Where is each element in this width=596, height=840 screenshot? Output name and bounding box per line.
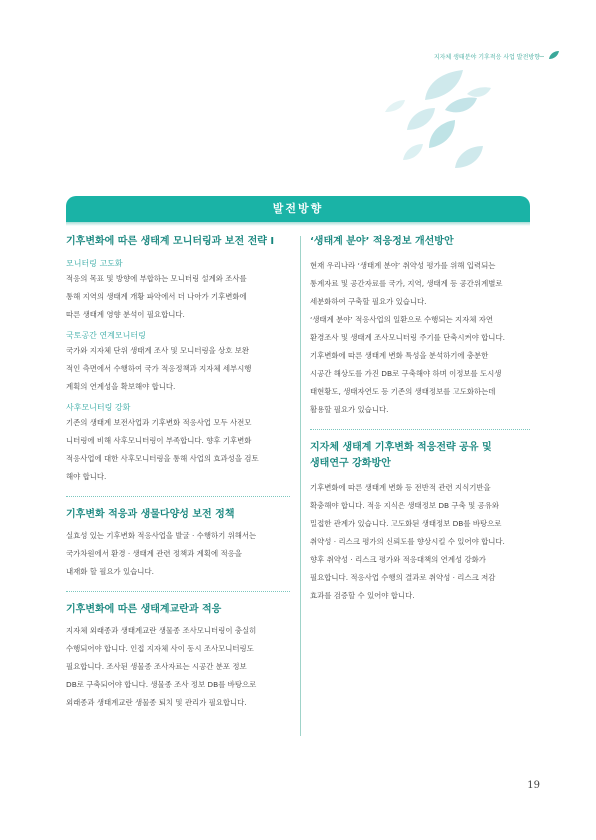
text-line: 기후변화에 따른 생태계 변화 등 전반적 관련 지식기반을: [310, 483, 491, 492]
paragraph-adaptation-info: [310, 257, 530, 419]
text-line: 기존의 생태계 보전사업과 기후변화 적응사업 모두 사전모: [66, 418, 252, 427]
text-line: 효과를 검증할 수 있어야 합니다.: [310, 591, 415, 600]
text-line: 실효성 있는 기후변화 적응사업을 발굴 · 수행하기 위해서는: [66, 531, 257, 540]
subtitle-post-monitoring: 사후모니터링 강화: [66, 403, 131, 412]
section-title-biodiversity: 기후변화 적응과 생물다양성 보전 정책: [66, 509, 235, 520]
section-title-disturbance: 기후변화에 따른 생태계교란과 적응: [66, 604, 222, 615]
text-line: 시공간 해상도를 가진 DB로 구축해야 하며 이정보를 도시생: [310, 369, 502, 378]
text-line: 니터링에 비해 사후모니터링이 부족합니다. 향후 기후변화: [66, 436, 252, 445]
text-line: ‘생태계 분야’ 적응사업의 일환으로 수행되는 지자체 자연: [310, 315, 494, 324]
subtitle-monitoring-advancement: 모니터링 고도화: [66, 259, 123, 268]
banner-shadow: [66, 222, 530, 226]
left-column: [66, 234, 290, 712]
text-line: 밀접한 관계가 있습니다. 고도화된 생태정보 DB를 바탕으로: [310, 519, 502, 528]
text-line: 내재화 할 필요가 있습니다.: [66, 567, 154, 576]
page-number: 19: [527, 780, 540, 791]
text-line: 따른 생태계 영향 분석이 필요합니다.: [66, 310, 185, 319]
text-line: 취약성 · 리스크 평가의 신뢰도를 향상시킬 수 있어야 합니다.: [310, 537, 505, 546]
section-title-adaptation-info: ‘생태계 분야’ 적응정보 개선방안: [310, 236, 454, 247]
text-line: 세분화하여 구축할 필요가 있습니다.: [310, 297, 427, 306]
text-line: 향후 취약성 · 리스크 평가와 적응대책의 연계성 강화가: [310, 555, 486, 564]
text-line: 지자체 외래종과 생태계교란 생물종 조사모니터링이 충실히: [66, 626, 257, 635]
paragraph-national-spatial-monitoring: [66, 342, 290, 396]
text-line: 해야 합니다.: [66, 472, 107, 481]
text-line: 수행되어야 합니다. 인접 지자체 사이 동시 조사모니터링도: [66, 644, 254, 653]
text-line: 현재 우리나라 ‘생태계 분야’ 취약성 평가를 위해 입력되는: [310, 261, 496, 270]
paragraph-strategy-sharing: [310, 479, 530, 605]
text-line: 통계자료 및 공간자료를 국가, 지역, 생태계 등 공간위계별로: [310, 279, 503, 288]
text-line: 적응사업에 대한 사후모니터링을 통해 사업의 효과성을 검토: [66, 454, 259, 463]
paragraph-biodiversity: [66, 527, 290, 581]
text-line: 활용할 필요가 있습니다.: [310, 405, 389, 414]
text-line: 국가와 지자체 단위 생태계 조사 및 모니터링을 상호 보완: [66, 346, 250, 355]
paragraph-disturbance: [66, 622, 290, 712]
section-title-monitoring: 기후변화에 따른 생태계 모니터링과 보전 전략 Ⅰ: [66, 236, 275, 247]
text-line: DB로 구축되어야 합니다. 생물종 조사 정보 DB를 바탕으로: [66, 680, 257, 689]
text-line: 필요합니다. 적응사업 수행의 결과로 취약성 · 리스크 저감: [310, 573, 496, 582]
text-line: 통해 지역의 생태계 개황 파악에서 더 나아가 기후변화에: [66, 292, 247, 301]
text-line: 적응의 목표 및 방향에 부합하는 모니터링 설계와 조사를: [66, 274, 247, 283]
section-banner: [66, 196, 530, 222]
title-line: 생태연구 강화방안: [310, 458, 391, 469]
leaf-icon: [548, 50, 560, 60]
text-line: 외래종과 생태계교란 생물종 퇴치 및 관리가 필요합니다.: [66, 698, 247, 707]
text-line: 국가차원에서 환경 · 생태계 관련 정책과 계획에 적응을: [66, 549, 242, 558]
text-line: 계획의 연계성을 확보해야 합니다.: [66, 382, 176, 391]
leaf-decoration: [385, 60, 495, 190]
text-line: 필요합니다. 조사된 생물종 조사자료는 시공간 분포 정보: [66, 662, 247, 671]
text-line: 환경조사 및 생태계 조사모니터링 주기를 단축시켜야 합니다.: [310, 333, 505, 342]
running-title: 지자체 생태분야 기후적응 사업 발전방향: [400, 52, 540, 61]
right-column: [310, 234, 530, 605]
text-line: 기후변화에 따른 생태계 변화 특성을 분석하기에 충분한: [310, 351, 489, 360]
text-line: 확충해야 합니다. 적응 지식은 생태정보 DB 구축 및 공유와: [310, 501, 499, 510]
text-line: 태현황도, 생태자연도 등 기존의 생태정보를 고도화하는데: [310, 387, 496, 396]
paragraph-post-monitoring: [66, 414, 290, 486]
column-divider: [300, 236, 301, 736]
text-line: 적인 측면에서 수행하여 국가 적응정책과 지자체 세부시행: [66, 364, 252, 373]
paragraph-monitoring-advancement: [66, 270, 290, 324]
banner-title: 발전방향: [272, 202, 324, 215]
section-title-strategy-sharing: [310, 440, 530, 472]
title-line: 지자체 생태계 기후변화 적응전략 공유 및: [310, 442, 492, 453]
subtitle-national-spatial-monitoring: 국토공간 연계모니터링: [66, 331, 146, 340]
